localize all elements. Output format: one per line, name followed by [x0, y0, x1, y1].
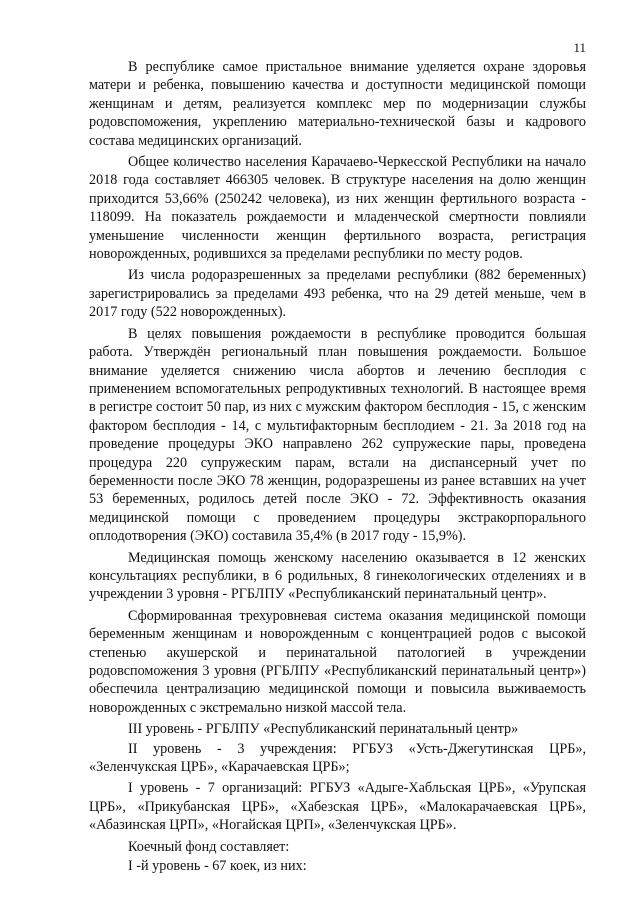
- level-2-item: II уровень - 3 учреждения: РГБУЗ «Усть-Джегутинская ЦРБ», «Зеленчукская ЦРБ», «Карачаевская ЦРБ»;: [89, 740, 586, 776]
- paragraph-population: Общее количество населения Карачаево-Черкесской Республики на начало 2018 года составляет 466305 человек. В структуре населения на долю женщин приходится 53,66% (250242 человека), из них женщин фертильного возраста - 118099. На показатель рождаемости и младенческой смертности повлияли уменьшение численности женщин фертильного возраста, регистрация новорожденных, родившихся за пределами республики по месту родов.: [89, 154, 586, 263]
- paragraph-womens-care: Медицинская помощь женскому населению оказывается в 12 женских консультациях республики, в 6 родильных, 8 гинекологических отделениях и в учреждении 3 уровня - РГБЛПУ «Республиканский перинатальный центр».: [89, 549, 586, 603]
- level-1-beds: I -й уровень - 67 коек, из них:: [128, 858, 307, 875]
- paragraph-maternal-health: В республике самое пристальное внимание уделяется охране здоровья матери и ребенка, повышению качества и доступности медицинской помощи женщинам и детям, реализуется комплекс мер по модернизации службы родовспоможения, укреплению материально-технической базы и кадрового состава медицинских организаций.: [89, 59, 586, 149]
- bed-fund-heading: Коечный фонд составляет:: [128, 838, 290, 855]
- level-1-item: I уровень - 7 организаций: РГБУЗ «Адыге-Хабльская ЦРБ», «Урупская ЦРБ», «Прикубанская ЦРБ», «Хабезская ЦРБ», «Малокарачаевская ЦРБ», «Абазинская ЦРП», «Ногайская ЦРП», «Зеленчукская ЦРБ».: [89, 780, 586, 834]
- paragraph-births-outside: Из числа родоразрешенных за пределами республики (882 беременных) зарегистрировались за пределами 493 ребенка, что на 29 детей меньше, чем в 2017 году (522 новорожденных).: [89, 267, 586, 321]
- page-number: 11: [573, 40, 586, 55]
- paragraph-fertility-eco: В целях повышения рождаемости в республике проводится большая работа. Утверждён региональный план повышения рождаемости. Большое внимание уделяется снижению числа абортов и лечению бесплодия с применением вспомогательных репродуктивных технологий. В настоящее время в регистре состоит 50 пар, из них с мужским фактором бесплодия - 15, с женским фактором бесплодия - 14, с мультифакторным бесплодием - 21. За 2018 год на проведение процедуры ЭКО направлено 262 супружеские пары, проведена процедура 220 супружеским парам, встали на диспансерный учет по беременности после ЭКО 78 женщин, родоразрешены из ранее вставших на учет 53 беременных, родилось детей после ЭКО - 72. Эффективность оказания медицинской помощи с проведением процедуры экстракорпорального оплодотворения (ЭКО) составила 35,4% (в 2017 году - 15,9%).: [89, 325, 586, 545]
- document-body: [89, 58, 586, 878]
- paragraph-three-level-system: Сформированная трехуровневая система оказания медицинской помощи беременным женщинам и новорожденным с концентрацией родов с высокой степенью акушерской и перинатальной патологией в учреждении родовспоможения 3 уровня (РГБЛПУ «Республиканский перинатальный центр») обеспечила централизацию медицинской помощи и повысила выживаемость новорожденных с экстремально низкой массой тела.: [89, 607, 586, 716]
- level-3-item: III уровень - РГБЛПУ «Республиканский перинатальный центр»: [128, 721, 519, 738]
